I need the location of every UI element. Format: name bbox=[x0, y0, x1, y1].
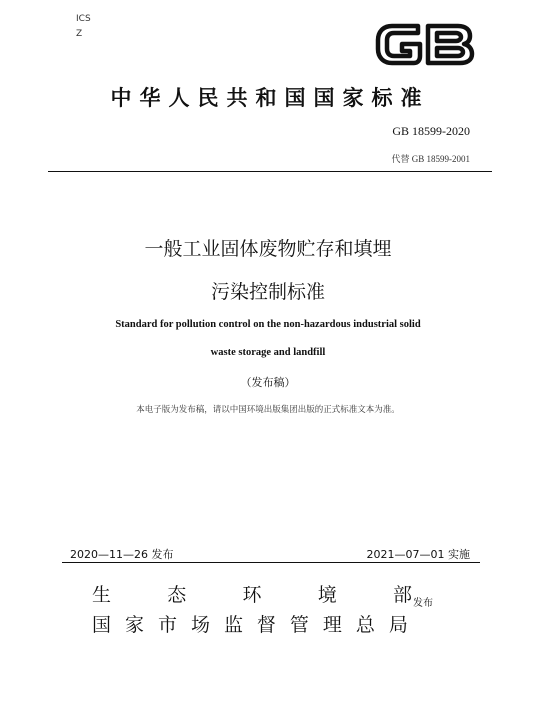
standard-type-title: 中华人民共和国国家标准 bbox=[110, 85, 430, 110]
electronic-version-notice: 本电子版为发布稿，请以中国环境出版集团出版的正式标准文本为准。 bbox=[136, 405, 400, 415]
agency-char: 监 bbox=[223, 614, 243, 636]
agency-char: 态 bbox=[167, 584, 187, 606]
ics-code: ICS bbox=[76, 14, 91, 24]
chinese-title-line-2: 污染控制标准 bbox=[210, 281, 325, 303]
footer-divider bbox=[62, 562, 480, 563]
issued-label: 发布 bbox=[413, 598, 433, 609]
agency-char: 国 bbox=[92, 614, 112, 636]
implementation-date: 2021—07—01 实施 bbox=[366, 548, 470, 561]
agency-char: 环 bbox=[242, 584, 262, 606]
agency-char: 局 bbox=[388, 614, 408, 636]
issue-date: 2020—11—26 发布 bbox=[70, 548, 174, 561]
replaces-standard: 代替 GB 18599-2001 bbox=[391, 154, 470, 164]
agency-char: 理 bbox=[322, 614, 342, 636]
standard-number: GB 18599-2020 bbox=[392, 124, 470, 138]
ccs-code: Z bbox=[76, 29, 83, 39]
classification-codes bbox=[76, 12, 91, 42]
header-divider bbox=[48, 171, 492, 172]
gb-logo-icon bbox=[372, 18, 476, 70]
english-title-line-1: Standard for pollution control on the non-hazardous industrial solid bbox=[115, 319, 421, 330]
issuing-agency-ministry bbox=[92, 580, 412, 607]
draft-status-tag: （发布稿） bbox=[240, 376, 296, 389]
issuing-agency-samr bbox=[92, 610, 408, 637]
agency-char: 督 bbox=[256, 614, 276, 636]
agency-char: 境 bbox=[317, 584, 337, 606]
agency-char: 部 bbox=[392, 584, 412, 606]
agency-char: 家 bbox=[124, 614, 144, 636]
agency-char: 场 bbox=[190, 614, 210, 636]
agency-char: 总 bbox=[355, 614, 375, 636]
agency-char: 生 bbox=[92, 584, 112, 606]
chinese-title-line-1: 一般工业固体废物贮存和填埋 bbox=[144, 238, 392, 260]
agency-char: 管 bbox=[289, 614, 309, 636]
agency-char: 市 bbox=[157, 614, 177, 636]
english-title-line-2: waste storage and landfill bbox=[210, 347, 326, 358]
